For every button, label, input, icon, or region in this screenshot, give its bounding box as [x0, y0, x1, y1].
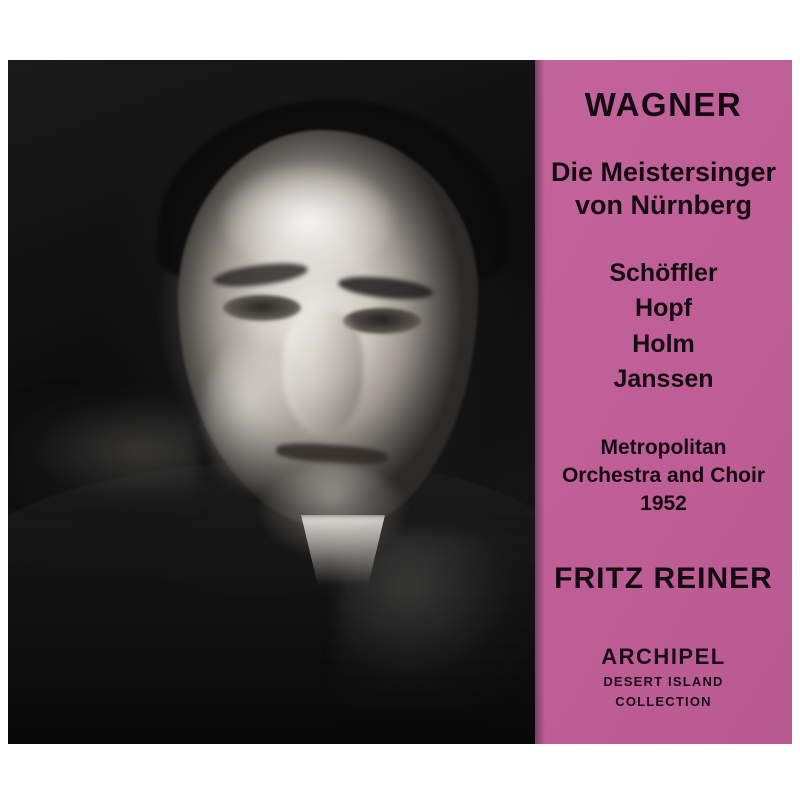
- composer-name: WAGNER: [584, 86, 743, 123]
- singer-list: [535, 256, 792, 398]
- album-cover: [8, 60, 792, 744]
- record-label-series-line-2: COLLECTION: [615, 694, 712, 710]
- conductor-name: FRITZ REINER: [554, 561, 773, 595]
- singer-name: Schöffler: [609, 258, 718, 287]
- work-title-line-1: Die Meistersinger: [550, 157, 777, 187]
- work-title: [535, 156, 792, 222]
- ensemble-line-2: Orchestra and Choir: [561, 463, 766, 487]
- conductor-portrait-photo: [8, 60, 535, 744]
- work-title-line-2: von Nürnberg: [574, 189, 752, 220]
- ensemble-line-1: Metropolitan: [600, 435, 727, 459]
- record-label-series-line-1: DESERT ISLAND: [603, 673, 724, 689]
- singer-name: Hopf: [635, 294, 692, 323]
- cover-text-panel: [535, 60, 792, 744]
- record-label-name: ARCHIPEL: [601, 643, 726, 669]
- forehead-highlight: [223, 165, 393, 275]
- record-label-block: [601, 644, 725, 711]
- nose-shape: [283, 310, 363, 435]
- singer-name: Janssen: [613, 365, 714, 394]
- arm-highlight: [8, 390, 198, 510]
- eye-left: [223, 295, 301, 321]
- singer-name: Holm: [632, 329, 695, 358]
- ensemble-credit: [535, 434, 792, 518]
- recording-year: 1952: [640, 491, 687, 515]
